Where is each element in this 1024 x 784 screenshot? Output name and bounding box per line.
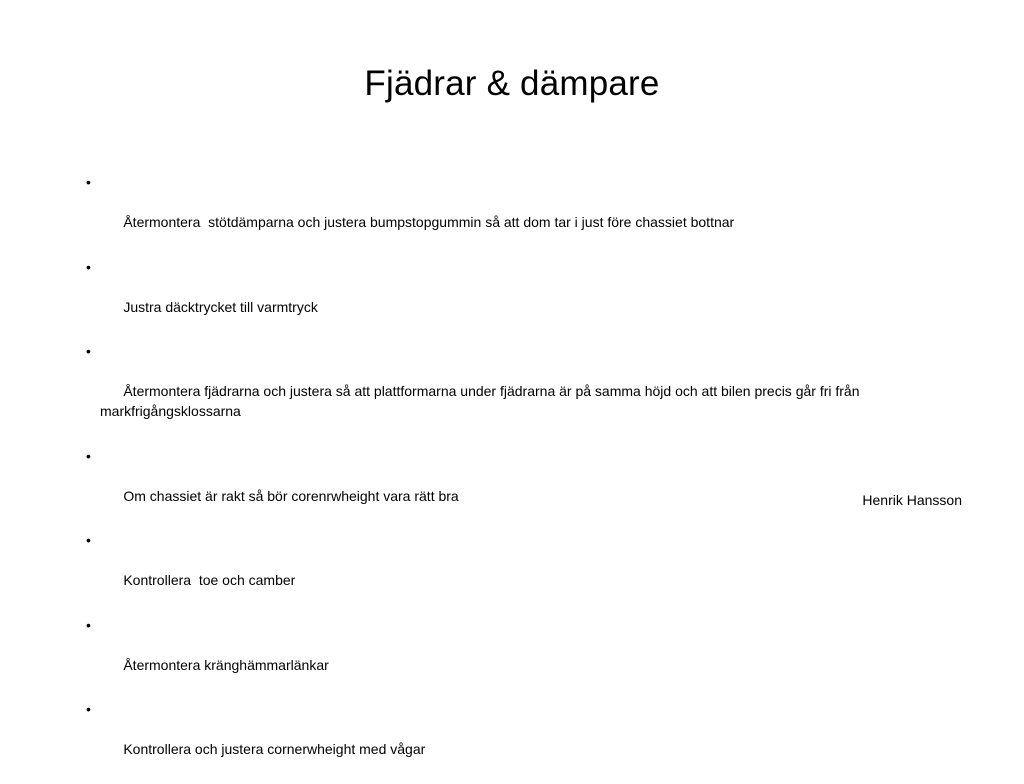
list-item — [60, 446, 960, 526]
list-item — [60, 257, 960, 337]
list-item — [60, 699, 960, 779]
bullet-icon: • — [86, 532, 91, 548]
bullet-icon: • — [86, 701, 91, 717]
list-item-text: Återmontera stötdämparna och justera bumpstopgummin så att dom tar i just före chassiet bottnar — [123, 214, 735, 230]
bullet-list — [60, 172, 960, 784]
list-item-text: Kontrollera toe och camber — [123, 572, 296, 588]
list-item — [60, 615, 960, 695]
list-item-text: Kontrollera och justera cornerwheight med vågar — [123, 741, 426, 757]
list-item — [60, 341, 960, 441]
list-item-text: Återmontera kränghämmarlänkar — [123, 656, 329, 673]
bullet-icon: • — [86, 447, 91, 464]
bullet-icon: • — [86, 343, 91, 359]
list-item-text: Justra däcktrycket till varmtryck — [123, 298, 318, 315]
list-item-text: Återmontera fjädrarna och justera så att plattformarna under fjädrarna är på samma höjd och att bilen precis går fri från markfrigångsklossarna — [100, 383, 864, 419]
list-item — [60, 172, 960, 252]
bullet-icon: • — [86, 258, 91, 275]
bullet-icon: • — [86, 174, 91, 190]
slide-title: Fjädrar & dämpare — [364, 64, 660, 103]
list-item-text: Om chassiet är rakt så bör corenrwheight vara rätt bra — [123, 487, 459, 504]
author-name: Henrik Hansson — [862, 492, 962, 508]
bullet-icon: • — [86, 616, 91, 633]
list-item — [60, 530, 960, 610]
